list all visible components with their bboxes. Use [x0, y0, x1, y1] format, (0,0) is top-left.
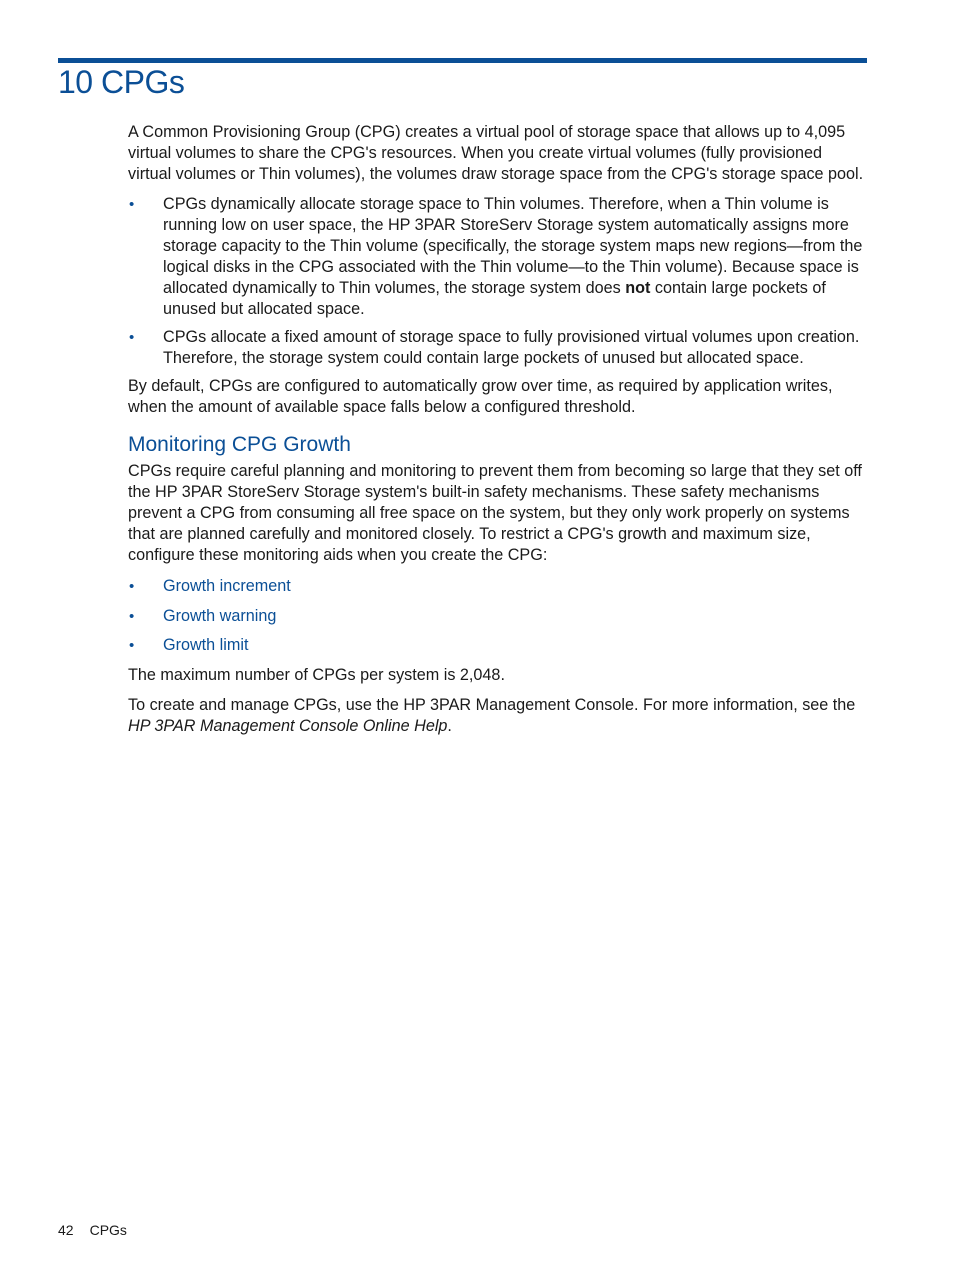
create-text-end: . [447, 716, 452, 735]
page-content [128, 122, 868, 746]
list-item [128, 327, 868, 369]
chapter-top-rule [58, 58, 867, 63]
intro-paragraph: A Common Provisioning Group (CPG) creates a virtual pool of storage space that allows up to 4,095 virtual volumes to share the CPG's resources. When you create virtual volumes (fully provisioned virtual volumes or Thin volumes), the volumes draw storage space from the CPG's storage space pool. [128, 123, 864, 183]
bullet-icon: • [129, 329, 135, 346]
bullet-text: CPGs allocate a fixed amount of storage space to fully provisioned virtual volumes upon creation. Therefore, the storage system could contain large pockets of unused but allocated space. [163, 328, 860, 367]
list-item [128, 606, 868, 627]
list-item [128, 576, 868, 597]
footer-section: CPGs [89, 1222, 127, 1238]
page-number: 42 [58, 1222, 74, 1238]
bold-emphasis: not [625, 279, 651, 297]
monitoring-aids-list [128, 576, 868, 656]
section-title: Monitoring CPG Growth [128, 433, 351, 456]
list-item [128, 635, 868, 656]
create-cpgs-paragraph [128, 695, 868, 737]
growth-increment-link[interactable]: Growth increment [163, 577, 291, 595]
default-growth-paragraph: By default, CPGs are configured to automatically grow over time, as required by application writes, when the amount of available space falls below a configured threshold. [128, 377, 833, 416]
list-item [128, 194, 868, 320]
page-footer [58, 1222, 127, 1238]
growth-limit-link[interactable]: Growth limit [163, 636, 249, 654]
help-reference: HP 3PAR Management Console Online Help [128, 716, 448, 735]
monitoring-paragraph: CPGs require careful planning and monitoring to prevent them from becoming so large that they set off the HP 3PAR StoreServ Storage system's built-in safety mechanisms. These safety mechanisms prevent a CPG from consuming all free space on the system, but they only work properly on systems that are planned carefully and monitored closely. To restrict a CPG's growth and maximum size, configure these monitoring aids when you create the CPG: [128, 462, 862, 564]
bullet-text-end: contain large pockets of unused but allocated space. [163, 279, 826, 318]
create-text: To create and manage CPGs, use the HP 3PAR Management Console. For more information, see the [128, 695, 856, 714]
cpg-bullet-list [128, 194, 868, 369]
bullet-icon: • [129, 607, 135, 625]
bullet-icon: • [129, 637, 135, 654]
bullet-icon: • [129, 196, 135, 213]
bullet-icon: • [129, 578, 135, 595]
max-cpgs-paragraph: The maximum number of CPGs per system is 2,048. [128, 665, 505, 684]
growth-warning-link[interactable]: Growth warning [163, 606, 277, 625]
bullet-text: CPGs dynamically allocate storage space to Thin volumes. Therefore, when a Thin volume is running low on user space, the HP 3PAR StoreServ Storage system automatically assigns more storage capacity to the Thin volume (specifically, the storage system maps new regions—from the logical disks in the CPG associated with the Thin volume—to the Thin volume). Because space is allocated dynamically to Thin volumes, the storage system does [163, 195, 863, 297]
chapter-title: 10 CPGs [58, 64, 185, 100]
